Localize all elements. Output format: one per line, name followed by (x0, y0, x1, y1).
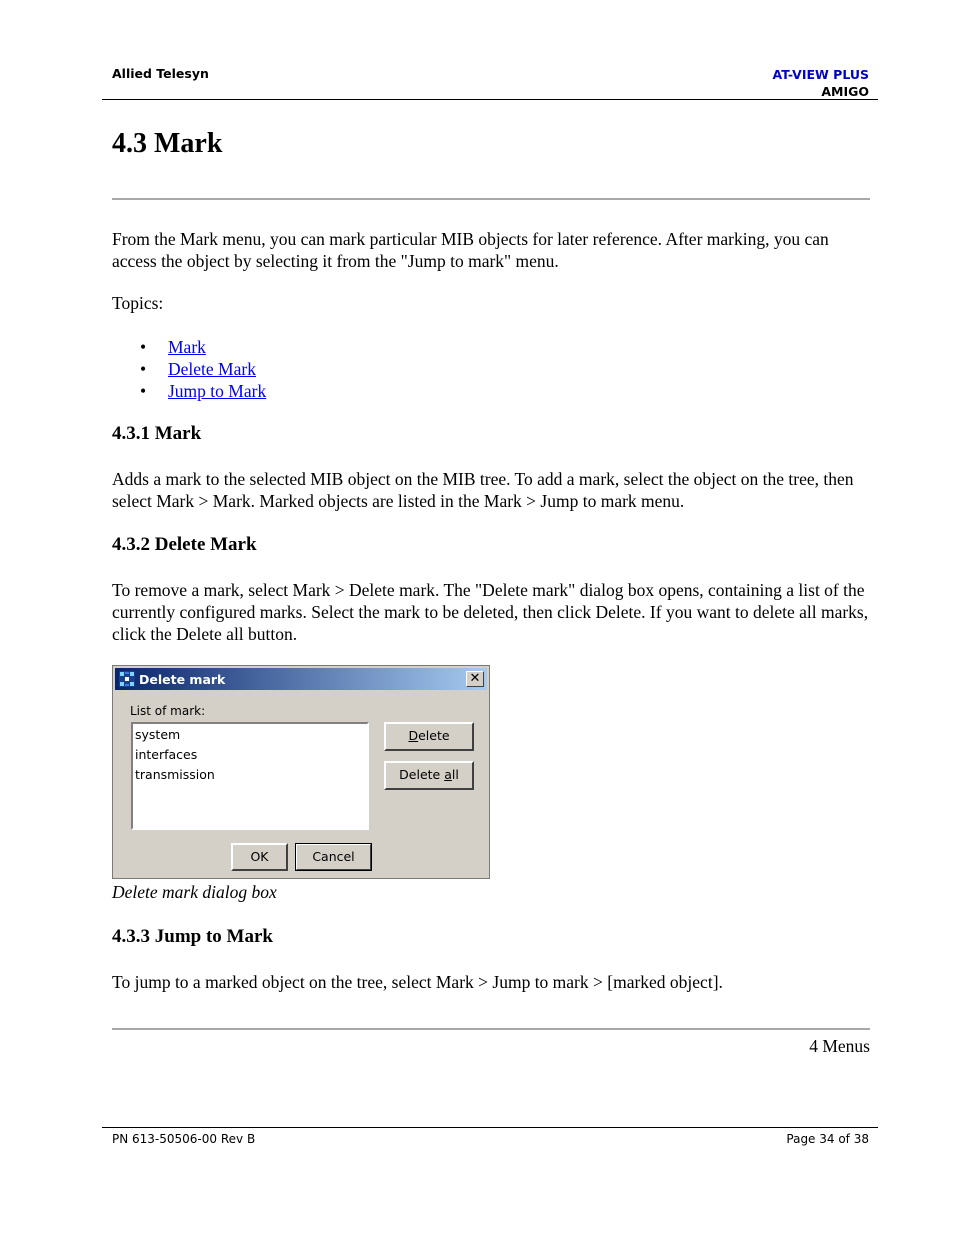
bullet-icon: • (140, 381, 147, 401)
delete-button[interactable] (384, 722, 474, 751)
list-item (112, 336, 266, 358)
topic-link-mark[interactable]: Mark (168, 337, 206, 357)
figure-caption: Delete mark dialog box (112, 882, 277, 902)
header-company: Allied Telesyn (112, 66, 209, 81)
header-product: AT-VIEW PLUS (772, 67, 869, 82)
footer-section-name: 4 Menus (809, 1036, 870, 1056)
section-title: 4.3 Mark (112, 128, 223, 159)
list-item-system[interactable]: system (135, 727, 181, 742)
delete-mnemonic: D (408, 728, 419, 743)
delete-label-rest: elete (418, 728, 450, 743)
title-rule (112, 198, 870, 200)
footer-section-rule (112, 1028, 870, 1030)
bullet-icon: • (140, 337, 147, 357)
delete-all-rest: ll (451, 767, 459, 782)
close-button[interactable] (466, 671, 484, 687)
topics-list (112, 336, 266, 402)
delete-all-prefix: Delete (399, 767, 445, 782)
ok-button[interactable]: OK (231, 843, 288, 871)
topic-link-delete-mark[interactable]: Delete Mark (168, 359, 256, 379)
list-item (112, 358, 266, 380)
footer-part-number: PN 613-50506-00 Rev B (112, 1132, 256, 1146)
cancel-button[interactable]: Cancel (295, 843, 372, 871)
subsection-title-mark: 4.3.1 Mark (112, 423, 202, 444)
app-icon (119, 671, 135, 687)
list-item-interfaces[interactable]: interfaces (135, 747, 198, 762)
header-module: AMIGO (821, 84, 869, 99)
list-label: List of mark: (130, 704, 206, 718)
bullet-icon: • (140, 359, 147, 379)
footer-rule (102, 1127, 878, 1128)
subsection-title-delete-mark: 4.3.2 Delete Mark (112, 534, 257, 555)
footer-page-number: Page 34 of 38 (786, 1132, 869, 1146)
delete-all-mnemonic: a (444, 767, 452, 782)
close-icon: ✕ (469, 671, 481, 686)
delete-all-button[interactable] (384, 761, 474, 790)
dialog-title: Delete mark (139, 672, 226, 687)
delete-mark-dialog (112, 665, 490, 879)
intro-paragraph: From the Mark menu, you can mark particular MIB objects for later reference. After marking, you can access the object by selecting it from the "Jump to mark" menu. (112, 229, 829, 271)
mark-listbox[interactable] (131, 722, 369, 830)
topics-label: Topics: (112, 293, 164, 313)
subsection-title-jump-to-mark: 4.3.3 Jump to Mark (112, 926, 273, 947)
dialog-titlebar[interactable] (115, 668, 487, 690)
list-item-transmission[interactable]: transmission (135, 767, 215, 782)
header-rule (102, 99, 878, 100)
list-item (112, 380, 266, 402)
subsection-text-jump-to-mark: To jump to a marked object on the tree, select Mark > Jump to mark > [marked object]. (112, 972, 723, 992)
subsection-text-mark: Adds a mark to the selected MIB object on the MIB tree. To add a mark, select the object on the tree, then select Mark > Mark. Marked objects are listed in the Mark > Jump to mark menu. (112, 469, 854, 511)
header-product-block (772, 66, 869, 100)
subsection-text-delete-mark: To remove a mark, select Mark > Delete mark. The "Delete mark" dialog box opens, containing a list of the currently configured marks. Select the mark to be deleted, then click Delete. If you want to delete all marks, click the Delete all button. (112, 580, 869, 644)
topic-link-jump-to-mark[interactable]: Jump to Mark (168, 381, 267, 401)
